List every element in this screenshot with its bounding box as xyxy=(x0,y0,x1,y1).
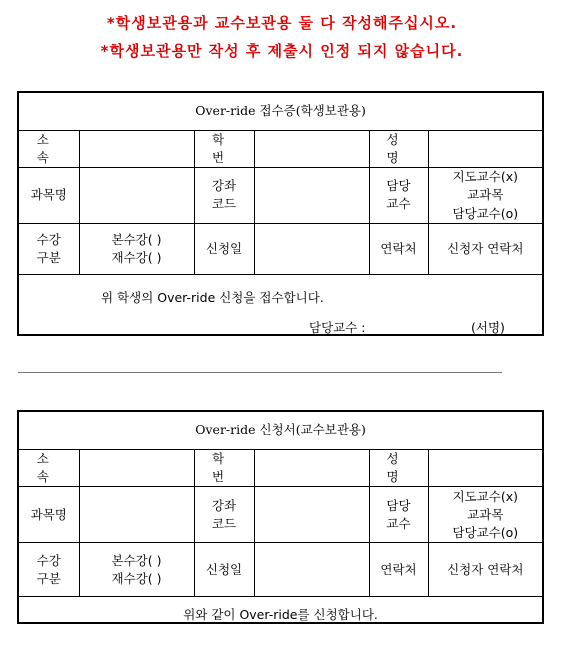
teacher-label xyxy=(369,487,428,543)
course-name-label: 과목명 xyxy=(19,168,79,223)
enrollment-type-line2: 구분 xyxy=(36,249,61,265)
enrollment-type-label xyxy=(19,543,79,597)
regular-enrollment-option[interactable]: 본수강( ) xyxy=(111,552,162,568)
enrollment-type-label xyxy=(19,223,79,274)
affiliation-field[interactable] xyxy=(79,131,194,168)
retake-enrollment-option[interactable]: 재수강( ) xyxy=(111,570,162,586)
apply-date-label: 신청일 xyxy=(194,543,254,597)
apply-date-field[interactable] xyxy=(254,223,369,274)
contact-label: 연락처 xyxy=(369,543,428,597)
affiliation-label: 소 속 xyxy=(19,450,79,487)
enrollment-type-line2: 구분 xyxy=(36,570,61,586)
advisor-note-line1: 지도교수(x) xyxy=(452,169,519,185)
course-code-field[interactable] xyxy=(254,168,369,223)
enrollment-type-line1: 수강 xyxy=(36,231,61,247)
apply-date-label: 신청일 xyxy=(194,223,254,274)
course-name-field[interactable] xyxy=(79,168,194,223)
course-code-label-line2: 코드 xyxy=(211,196,237,212)
regular-enrollment-option[interactable]: 본수강( ) xyxy=(111,231,162,247)
course-code-label-line1: 강좌 xyxy=(211,178,237,194)
application-statement: 위와 같이 Over-ride를 신청합니다. xyxy=(19,597,542,634)
student-number-label: 학 번 xyxy=(194,450,254,487)
professor-application-form xyxy=(17,410,544,624)
enrollment-type-options xyxy=(79,543,194,597)
advisor-note xyxy=(428,487,542,543)
advisor-note-line3: 담당교수(o) xyxy=(452,205,519,221)
teacher-label-line1: 담당 xyxy=(386,497,411,513)
teacher-label-line1: 담당 xyxy=(386,178,411,194)
affiliation-field[interactable] xyxy=(79,450,194,487)
signature-label: (서명) xyxy=(471,319,505,335)
notice-fill-both: *학생보관용과 교수보관용 둘 다 작성해주십시오. xyxy=(106,14,458,32)
advisor-note-line3: 담당교수(o) xyxy=(452,524,519,540)
course-code-field[interactable] xyxy=(254,487,369,543)
confirmation-text: 위 학생의 Over-ride 신청을 접수합니다. xyxy=(101,289,324,305)
course-code-label xyxy=(194,168,254,223)
notice-student-only-invalid: *학생보관용만 작성 후 제출시 인정 되지 않습니다. xyxy=(100,42,464,60)
applicant-contact-field[interactable]: 신청자 연락처 xyxy=(428,543,542,597)
advisor-note-line1: 지도교수(x) xyxy=(452,488,519,504)
advisor-note-line2: 교과목 xyxy=(467,187,504,203)
name-label: 성 명 xyxy=(369,131,428,168)
name-field[interactable] xyxy=(428,131,542,168)
course-name-label: 과목명 xyxy=(19,487,79,543)
confirmation-area xyxy=(19,274,542,350)
teacher-label-line2: 교수 xyxy=(386,196,411,212)
teacher-label-line2: 교수 xyxy=(386,515,411,531)
enrollment-type-options xyxy=(79,223,194,274)
student-number-field[interactable] xyxy=(254,450,369,487)
teacher-sign-label: 담당교수 : xyxy=(309,319,366,335)
applicant-contact-field[interactable]: 신청자 연락처 xyxy=(428,223,542,274)
teacher-label xyxy=(369,168,428,223)
affiliation-label: 소 속 xyxy=(19,131,79,168)
student-receipt-form xyxy=(17,91,544,336)
course-code-label xyxy=(194,487,254,543)
form-title: Over-ride 신청서(교수보관용) xyxy=(19,412,542,450)
enrollment-type-line1: 수강 xyxy=(36,552,61,568)
student-number-label: 학 번 xyxy=(194,131,254,168)
retake-enrollment-option[interactable]: 재수강( ) xyxy=(111,249,162,265)
course-code-label-line1: 강좌 xyxy=(211,497,237,513)
name-field[interactable] xyxy=(428,450,542,487)
form-title: Over-ride 접수증(학생보관용) xyxy=(19,93,542,131)
course-name-field[interactable] xyxy=(79,487,194,543)
name-label: 성 명 xyxy=(369,450,428,487)
contact-label: 연락처 xyxy=(369,223,428,274)
advisor-note-line2: 교과목 xyxy=(467,506,504,522)
advisor-note xyxy=(428,168,542,223)
cut-line-divider xyxy=(18,372,502,373)
student-number-field[interactable] xyxy=(254,131,369,168)
course-code-label-line2: 코드 xyxy=(211,515,237,531)
apply-date-field[interactable] xyxy=(254,543,369,597)
